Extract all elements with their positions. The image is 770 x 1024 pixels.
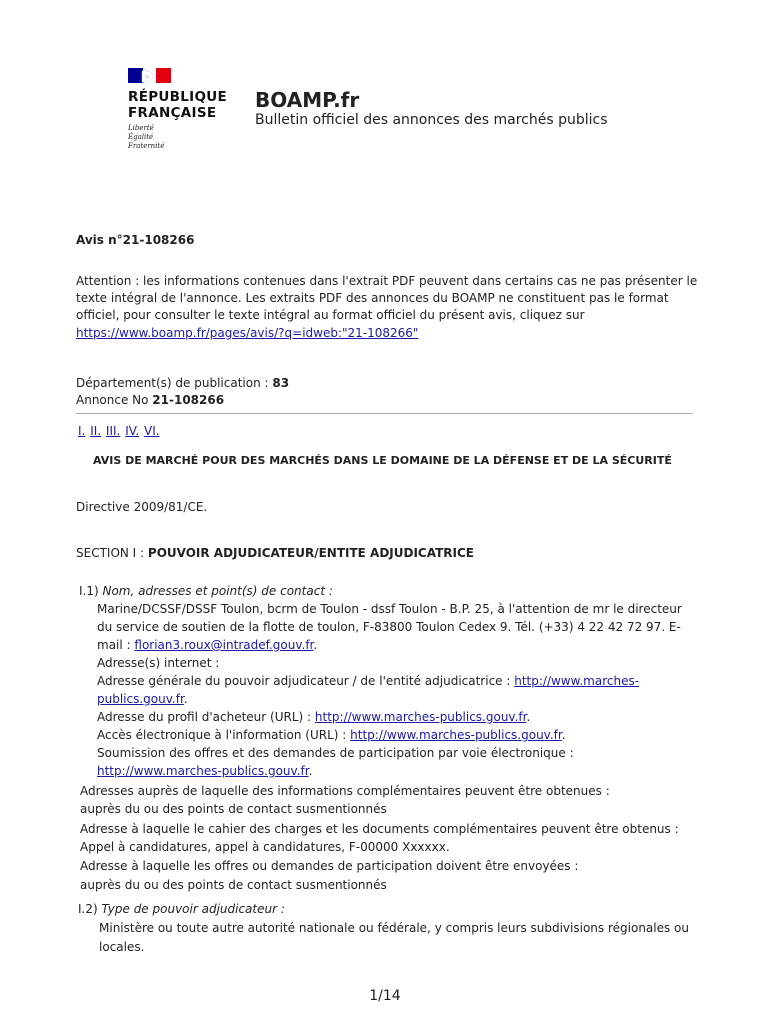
- acces-electronique-line: [97, 727, 566, 745]
- i1-heading: [79, 583, 333, 601]
- adresse-generale-line-1: [97, 673, 639, 691]
- ministere-line-2: locales.: [99, 940, 145, 954]
- divider: [76, 413, 693, 414]
- boamp-subtitle: Bulletin officiel des annonces des marchés publics: [255, 112, 608, 128]
- nav-link-section-3[interactable]: III.: [105, 424, 121, 438]
- contact-line-3: [97, 637, 317, 655]
- adresse-generale-label: Adresse générale du pouvoir adjudicateur / de l'entité adjudicatrice :: [97, 674, 515, 688]
- aupres-contact-1: auprès du ou des points de contact susmentionnés: [80, 802, 387, 816]
- nav-link-section-4[interactable]: IV.: [125, 424, 140, 438]
- republique-motto: Liberté Égalité Fraternité: [128, 124, 165, 150]
- period: .: [183, 692, 188, 706]
- directive: Directive 2009/81/CE.: [76, 500, 208, 514]
- profil-acheteur-link[interactable]: http://www.marches-publics.gouv.fr: [314, 710, 527, 724]
- i1-label: I.1): [79, 584, 103, 598]
- departement-value: 83: [272, 376, 290, 390]
- departement-label: Département(s) de publication :: [76, 376, 273, 390]
- marianne-flag-icon: [128, 68, 171, 83]
- republique-francaise-name: RÉPUBLIQUE FRANÇAISE: [128, 89, 228, 121]
- contact-line-1: Marine/DCSSF/DSSF Toulon, bcrm de Toulon - dssf Toulon - B.P. 25, à l'attention de mr le directeur: [97, 602, 682, 616]
- annonce-line: [76, 392, 224, 410]
- email-label: mail :: [97, 638, 135, 652]
- annonce-label: Annonce No: [76, 393, 153, 407]
- acces-electronique-link[interactable]: http://www.marches-publics.gouv.fr: [350, 728, 562, 742]
- soumission-link[interactable]: http://www.marches-publics.gouv.fr: [97, 764, 309, 778]
- page-number: 1/14: [369, 988, 401, 1004]
- i1-title: Nom, adresses et point(s) de contact :: [102, 584, 333, 598]
- boamp-title: BOAMP.fr: [255, 88, 360, 112]
- section-title: POUVOIR ADJUDICATEUR/ENTITE ADJUDICATRICE: [147, 546, 474, 560]
- section-label: SECTION I :: [76, 546, 148, 560]
- adresse-offres: Adresse à laquelle les offres ou demandes de participation doivent être envoyées :: [80, 859, 579, 873]
- attention-line-3: officiel, pour consulter le texte intégral au format officiel du présent avis, cliquez sur: [76, 308, 585, 322]
- i2-heading: [78, 901, 285, 919]
- profil-acheteur-label: Adresse du profil d'acheteur (URL) :: [97, 710, 315, 724]
- boamp-avis-link[interactable]: https://www.boamp.fr/pages/avis/?q=idweb:"21-108266": [76, 326, 419, 340]
- adresses-infos: Adresses auprès de laquelle des informations complémentaires peuvent être obtenues :: [80, 784, 610, 798]
- internet-label: Adresse(s) internet :: [97, 656, 220, 670]
- nav-link-section-1[interactable]: I.: [78, 424, 86, 438]
- adresse-generale-link-part-2[interactable]: publics.gouv.fr: [97, 692, 184, 706]
- nav-link-section-6[interactable]: VI.: [144, 424, 160, 438]
- avis-number: Avis n°21-108266: [76, 233, 195, 247]
- acces-electronique-label: Accès électronique à l'information (URL) :: [97, 728, 351, 742]
- period: .: [308, 764, 313, 778]
- soumission-line: Soumission des offres et des demandes de participation par voie électronique :: [97, 746, 574, 760]
- profil-acheteur-line: [97, 709, 530, 727]
- section-heading: [76, 545, 474, 563]
- ministere-line-1: Ministère ou toute autre autorité nationale ou fédérale, y compris leurs subdivisions régionales ou: [99, 921, 690, 935]
- i2-label: I.2): [78, 902, 102, 916]
- email-period: .: [313, 638, 318, 652]
- annonce-value: 21-108266: [152, 393, 225, 407]
- attention-link-line: [76, 325, 418, 343]
- notice-title: AVIS DE MARCHÉ POUR DES MARCHÉS DANS LE DOMAINE DE LA DÉFENSE ET DE LA SÉCURITÉ: [93, 454, 672, 467]
- adresse-generale-link-part-1[interactable]: http://www.marches-: [514, 674, 640, 688]
- adresse-generale-line-2: [97, 691, 188, 709]
- period: .: [526, 710, 531, 724]
- contact-email-link[interactable]: florian3.roux@intradef.gouv.fr: [134, 638, 314, 652]
- appel-candidatures: Appel à candidatures, appel à candidatures, F-00000 Xxxxxx.: [80, 840, 450, 854]
- aupres-contact-2: auprès du ou des points de contact susmentionnés: [80, 878, 387, 892]
- attention-line-2: texte intégral de l'annonce. Les extraits PDF des annonces du BOAMP ne constituent pas le format: [76, 291, 669, 305]
- i2-title: Type de pouvoir adjudicateur :: [101, 902, 285, 916]
- section-nav: [78, 423, 161, 441]
- period: .: [561, 728, 566, 742]
- departement-line: [76, 375, 289, 393]
- contact-line-2: du service de soutien de la flotte de toulon, F-83800 Toulon Cedex 9. Tél. (+33) 4 22 42 72 97. E-: [97, 620, 681, 634]
- nav-link-section-2[interactable]: II.: [90, 424, 102, 438]
- attention-line-1: Attention : les informations contenues dans l'extrait PDF peuvent dans certains cas ne pas présenter le: [76, 274, 698, 288]
- soumission-link-line: [97, 763, 312, 781]
- cahier-des-charges: Adresse à laquelle le cahier des charges et les documents complémentaires peuvent être obtenus :: [80, 822, 679, 836]
